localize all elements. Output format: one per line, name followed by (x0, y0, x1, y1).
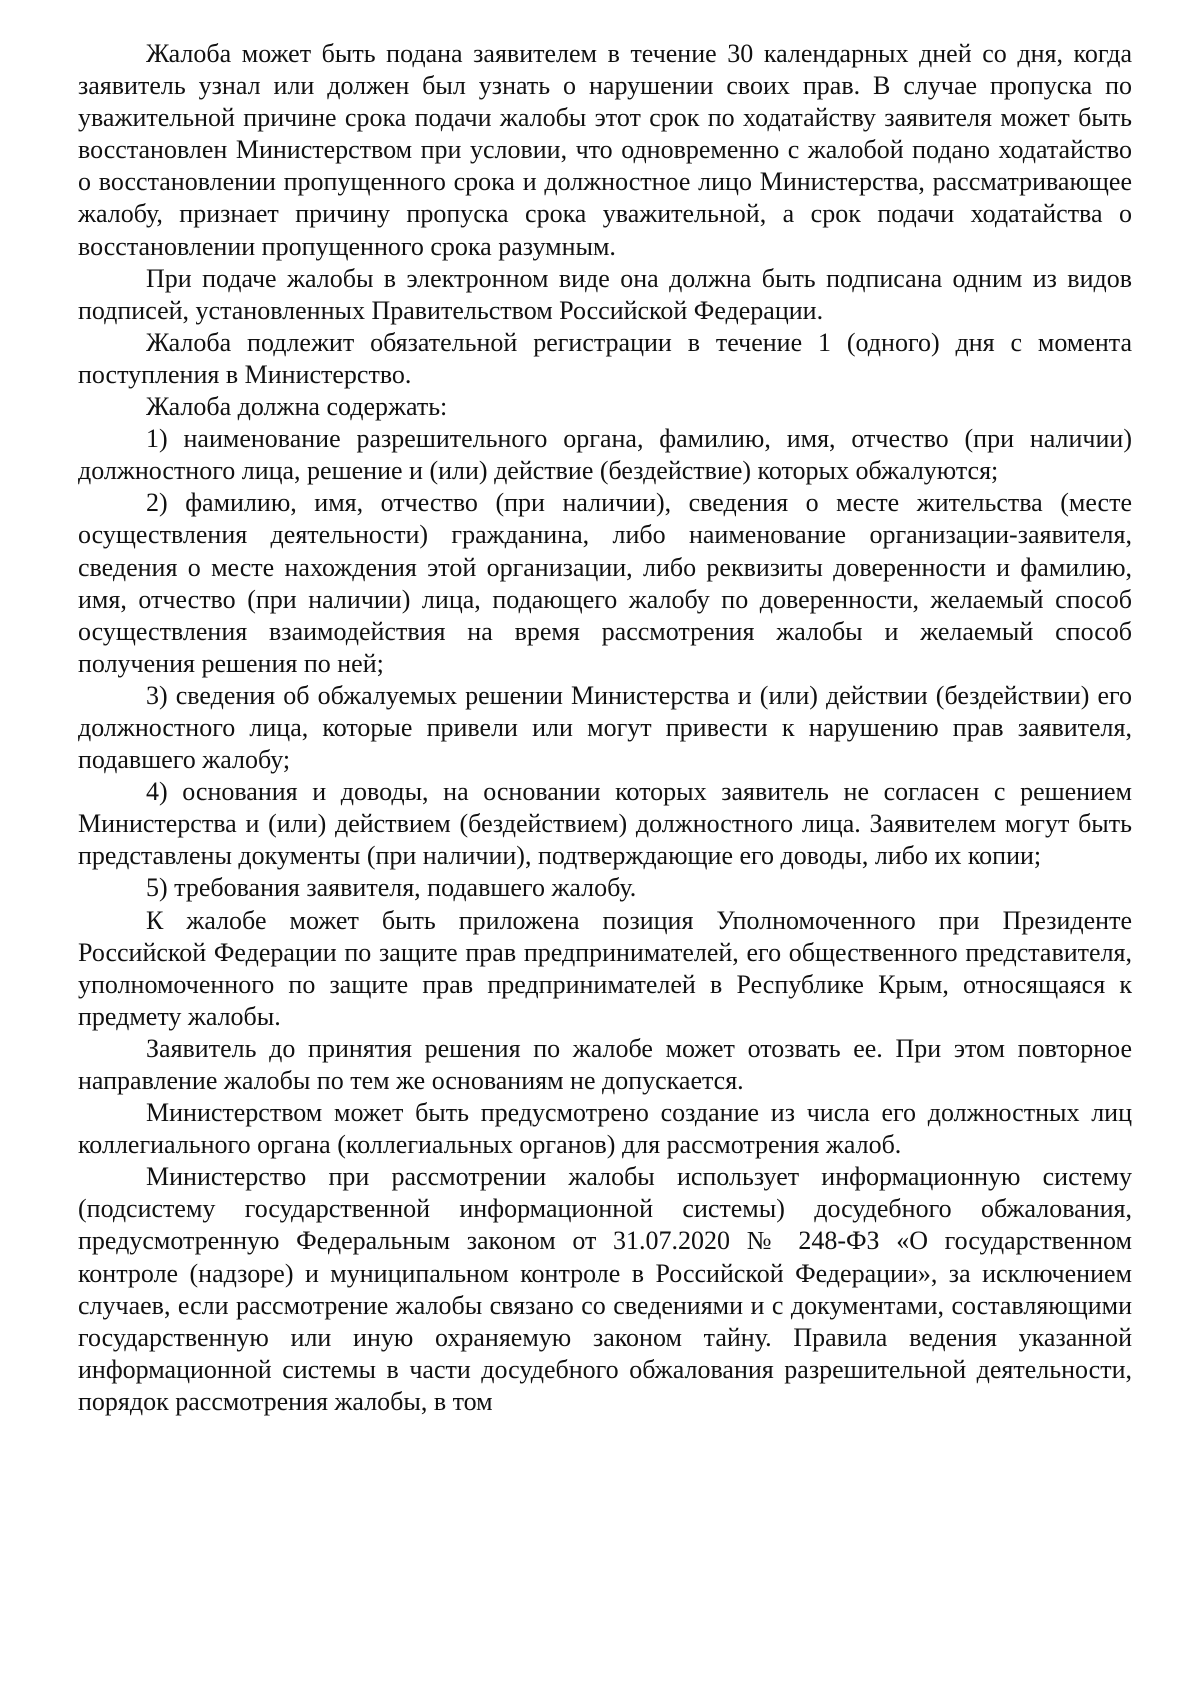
list-item-3: 3) сведения об обжалуемых решении Министерства и (или) действии (бездействии) его должностного лица, которые привели или могут привести к нарушению прав заявителя, подавшего жалобу; (78, 680, 1132, 775)
paragraph-collegial-body: Министерством может быть предусмотрено создание из числа его должностных лиц коллегиального органа (коллегиальных органов) для рассмотрения жалоб. (78, 1098, 1132, 1160)
paragraph-electronic-signature: При подаче жалобы в электронном виде она должна быть подписана одним из видов подписей, установленных Правительством Российской Федерации. (78, 263, 1132, 325)
paragraph-registration: Жалоба подлежит обязательной регистрации в течение 1 (одного) дня с момента поступления в Министерство. (78, 327, 1132, 389)
paragraph-filing-deadline: Жалоба может быть подана заявителем в течение 30 календарных дней со дня, когда заявитель узнал или должен был узнать о нарушении своих прав. В случае пропуска по уважительной причине срока подачи жалобы этот срок по ходатайству заявителя может быть восстановлен Министерством при условии, что одновременно с жалобой подано ходатайство о восстановлении пропущенного срока и должностное лицо Министерства, рассматривающее жалобу, признает причину пропуска срока уважительной, а срок подачи ходатайства о восстановлении пропущенного срока разумным. (78, 39, 1132, 261)
list-item-5: 5) требования заявителя, подавшего жалобу. (146, 873, 637, 903)
list-item-1: 1) наименование разрешительного органа, фамилию, имя, отчество (при наличии) должностного лица, решение и (или) действие (бездействие) которых обжалуются; (78, 424, 1132, 486)
list-item-4: 4) основания и доводы, на основании которых заявитель не согласен с решением Министерства и (или) действием (бездействием) должностного лица. Заявителем могут быть представлены документы (при наличии), подтверждающие его доводы, либо их копии; (78, 777, 1132, 871)
document-page (78, 38, 1132, 1418)
list-item-2: 2) фамилию, имя, отчество (при наличии), сведения о месте жительства (месте осуществления деятельности) гражданина, либо наименование организации-заявителя, сведения о месте нахождения этой организации, либо реквизиты доверенности и фамилию, имя, отчество (при наличии) лица, подающего жалобу по доверенности, желаемый способ осуществления взаимодействия на время рассмотрения жалобы и желаемый способ получения решения по ней; (78, 488, 1132, 678)
paragraph-ombudsman-position: К жалобе может быть приложена позиция Уполномоченного при Президенте Российской Федерации по защите прав предпринимателей, его общественного представителя, уполномоченного по защите прав предпринимателей в Республике Крым, относящаяся к предмету жалобы. (78, 905, 1132, 1031)
paragraph-information-system: Министерство при рассмотрении жалобы использует информационную систему (подсистему государственной информационной системы) досудебного обжалования, предусмотренную Федеральным законом от 31.07.2020 № 248-ФЗ «О государственном контроле (надзоре) и муниципальном контроле в Российской Федерации», за исключением случаев, если рассмотрение жалобы связано со сведениями и с документами, составляющими государственную или иную охраняемую законом тайну. Правила ведения указанной информационной системы в части досудебного обжалования разрешительной деятельности, порядок рассмотрения жалобы, в том (78, 1162, 1132, 1416)
paragraph-contents-intro: Жалоба должна содержать: (146, 392, 448, 422)
paragraph-withdrawal: Заявитель до принятия решения по жалобе может отозвать ее. При этом повторное направление жалобы по тем же основаниям не допускается. (78, 1033, 1132, 1095)
